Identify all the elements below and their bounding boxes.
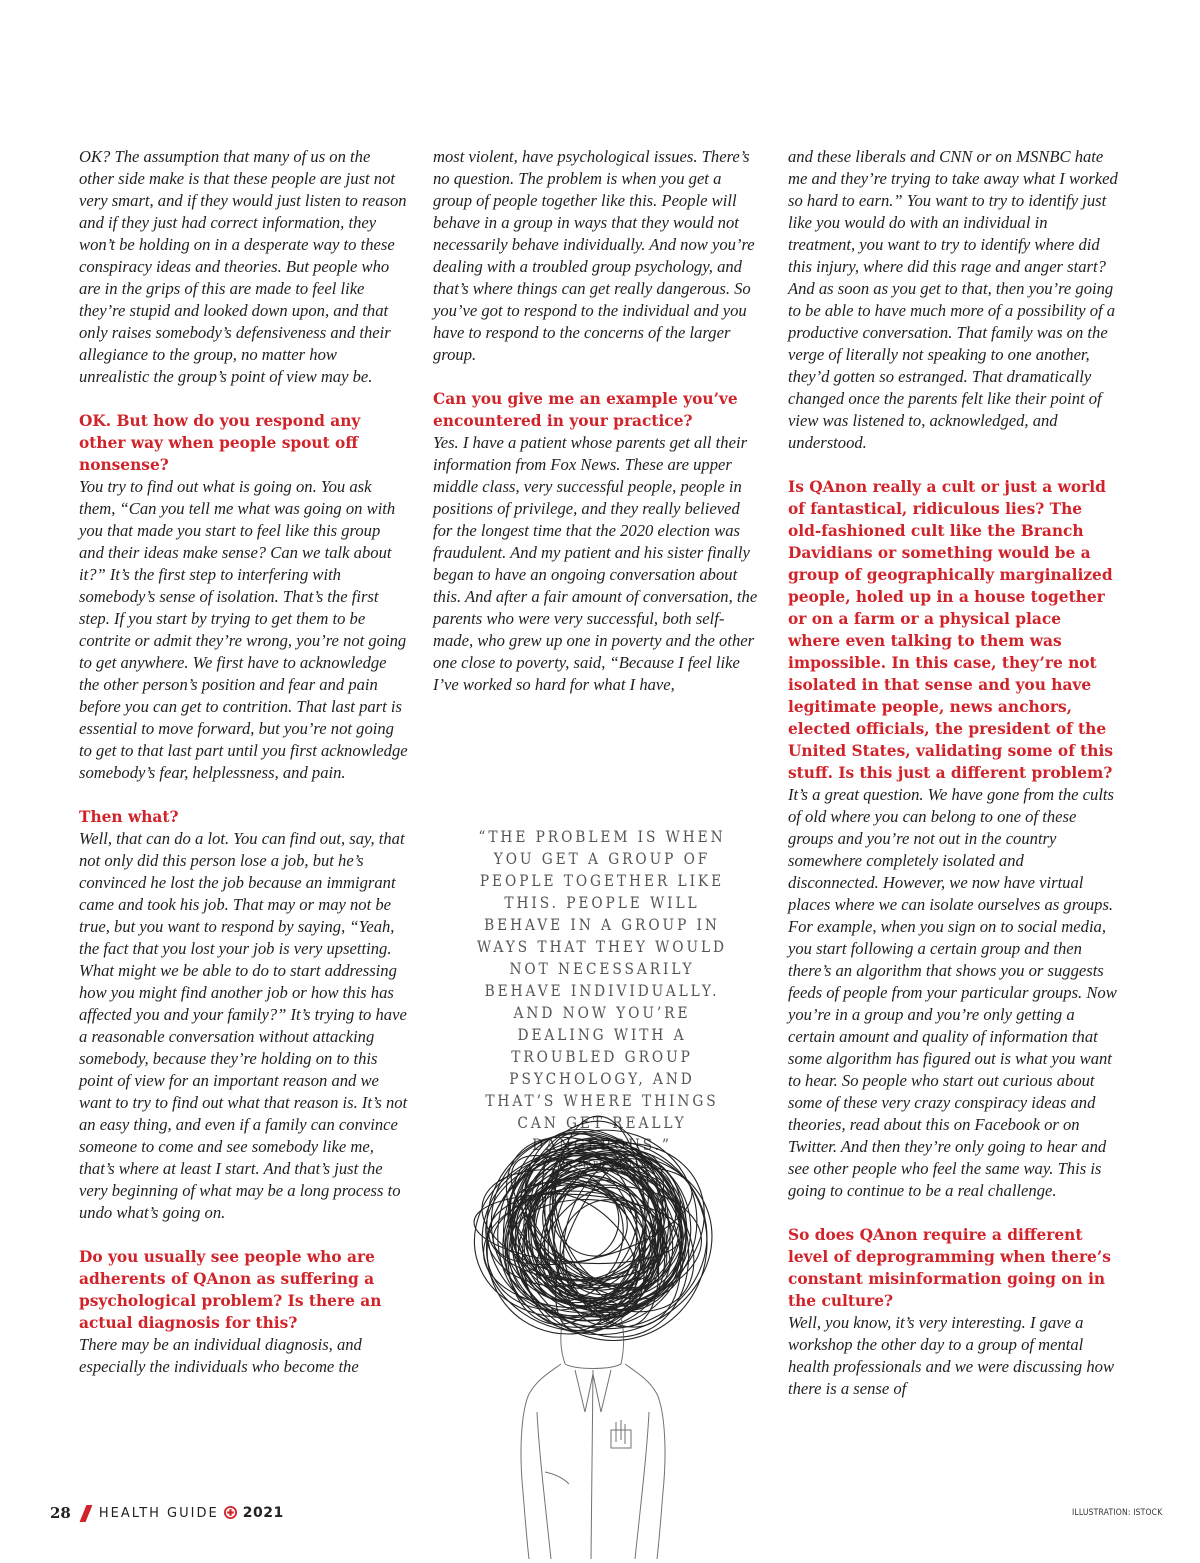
- answer-paragraph: Well, that can do a lot. You can find out, say, that not only did this person lose a job, but he’s convinced he lost the job because an immigrant came and took his job. That may or may not be true, but you want to respond by saying, “Yeah, the fact that you lost your job is very upsetting. What might we be able to do to start addressing how you might find another job or how this has affected you and your family?” It’s trying to have a reasonable conversation without attacking somebody, because they’re holding on to this point of view for an important reason and we want to try to find out what that reason is. It’s not an easy thing, and even if a family can convince someone to come and see somebody like me, that’s where at least I start. And that’s just the very beginning of what may be a long process to undo what’s going on.: [79, 829, 408, 1222]
- question-heading: OK. But how do you respond any other way when people spout off nonsense?: [79, 412, 361, 474]
- article-column-1: [79, 146, 409, 1378]
- page-footer: [50, 1502, 284, 1524]
- question-heading: So does QAnon require a different level of deprogramming when there’s constant misinformation going on in the culture?: [788, 1226, 1111, 1310]
- answer-paragraph: You try to find out what is going on. You ask them, “Can you tell me what was going on with you that made you start to feel like this group and their ideas make sense? Can we talk about it?” It’s the first step to interfering with somebody’s sense of isolation. That’s the first step. If you start by trying to get them to be contrite or admit they’re wrong, you’re not going to get anywhere. We first have to acknowledge the other person’s position and fear and pain before you can get to contrition. That last part is essential to move forward, but you’re not going to get to that last part until you first acknowledge somebody’s fear, helplessness, and pain.: [79, 477, 408, 782]
- scribble-loop: [466, 1112, 724, 1364]
- page-number: 28: [50, 1504, 71, 1522]
- publication-name: HEALTH GUIDE: [98, 1505, 219, 1521]
- paragraph: and these liberals and CNN or on MSNBC hate me and they’re trying to take away what I worked so hard to earn.” You want to try to identify just like you would do with an individual in treatment, you want to try to identify where did this injury, where did this rage and anger start? And as soon as you get to that, then you’re going to be able to have much more of a possibility of a productive conversation. That family was on the verge of literally not speaking to one another, they’d gotten so estranged. That dramatically changed once the parents felt like their point of view was listened to, acknowledged, and understood.: [788, 147, 1118, 452]
- question-heading: Then what?: [79, 808, 179, 826]
- answer-paragraph: Yes. I have a patient whose parents get all their information from Fox News. These are upper middle class, very successful people, people in positions of privilege, and they really believed for the longest time that the 2020 election was fraudulent. And my patient and his sister finally began to have an ongoing conversation about this. And after a fair amount of conversation, the parents who were very successful, both self-made, who grew up one in poverty and the other one close to poverty, said, “Because I feel like I’ve worked so hard for what I have,: [433, 433, 758, 694]
- question-heading: Can you give me an example you’ve encountered in your practice?: [433, 390, 738, 430]
- article-column-2: [433, 146, 763, 696]
- slash-mark-icon: [79, 1505, 92, 1522]
- pull-quote-text: “THE PROBLEM IS WHEN YOU GET A GROUP OF PEOPLE TOGETHER LIKE THIS. PEOPLE WILL BEHAVE IN A GROUP IN WAYS THAT THEY WOULD NOT NECESSARILY BEHAVE INDIVIDUALLY. AND NOW YOU’RE DEALING WITH A TROUBLED GROUP PSYCHOLOGY, AND THAT’S WHERE THINGS CAN GET REALLY DANGEROUS.”: [477, 827, 727, 1154]
- answer-paragraph: Well, you know, it’s very interesting. I gave a workshop the other day to a group of mental health professionals and we were discussing how there is a sense of: [788, 1313, 1115, 1398]
- question-heading: Is QAnon really a cult or just a world of fantastical, ridiculous lies? The old-fashioned cult like the Branch Davidians or something would be a group of geographically marginalized people, holed up in a house together or on a farm or a physical place where even talking to them was impossible. In this case, they’re not isolated in that sense and you have legitimate people, news anchors, elected officials, the president of the United States, validating some of this stuff. Is this just a different problem?: [788, 478, 1113, 782]
- illustration-credit: ILLUSTRATION: ISTOCK: [1071, 1508, 1162, 1518]
- scribble-head-figure-icon: [435, 1112, 765, 1559]
- pull-quote-attribution: —DR. MARK SMALLER: [550, 1160, 654, 1170]
- scribble-loop: [509, 1124, 707, 1315]
- article-column-3: [788, 146, 1118, 1400]
- paragraph: OK? The assumption that many of us on the other side make is that these people are just not very smart, and if they would just listen to reason and if they just had correct information, they won’t be holding on in a desperate way to these conspiracy ideas and theories. But people who are in the grips of this are made to feel like they’re stupid and looked down upon, and that only raises somebody’s defensiveness and their allegiance to the group, no matter how unrealistic the group’s point of view may be.: [79, 147, 407, 386]
- medical-cross-icon: [224, 1504, 237, 1523]
- paragraph: most violent, have psychological issues. There’s no question. The problem is when you get a group of people together like this. People will behave in a group in ways that they would not necessarily behave individually. And now you’re dealing with a troubled group psychology, and that’s where things can get really dangerous. So you’ve got to respond to the individual and you have to respond to the concerns of the larger group.: [433, 147, 755, 364]
- answer-paragraph: There may be an individual diagnosis, and especially the individuals who become the: [79, 1335, 362, 1376]
- issue-year: 2021: [242, 1505, 284, 1521]
- question-heading: Do you usually see people who are adherents of QAnon as suffering a psychological problem? Is there an actual diagnosis for this?: [79, 1248, 382, 1332]
- answer-paragraph: It’s a great question. We have gone from the cults of old where you can belong to one of these groups and you’re not out in the country somewhere completely isolated and disconnected. However, we now have virtual places where we can isolate ourselves as groups. For example, when you sign on to social media, you start following a certain group and then there’s an algorithm that shows you or suggests feeds of people from your particular groups. Now you’re in a group and you’re only getting a certain amount and quality of information that some algorithm has figured out is what you want to hear. So people who start out curious about some of these very crazy conspiracy ideas and theories, read about this on Facebook or on Twitter. And then they’re only going to hear and see other people who feel the same way. This is going to continue to be a real challenge.: [788, 785, 1117, 1200]
